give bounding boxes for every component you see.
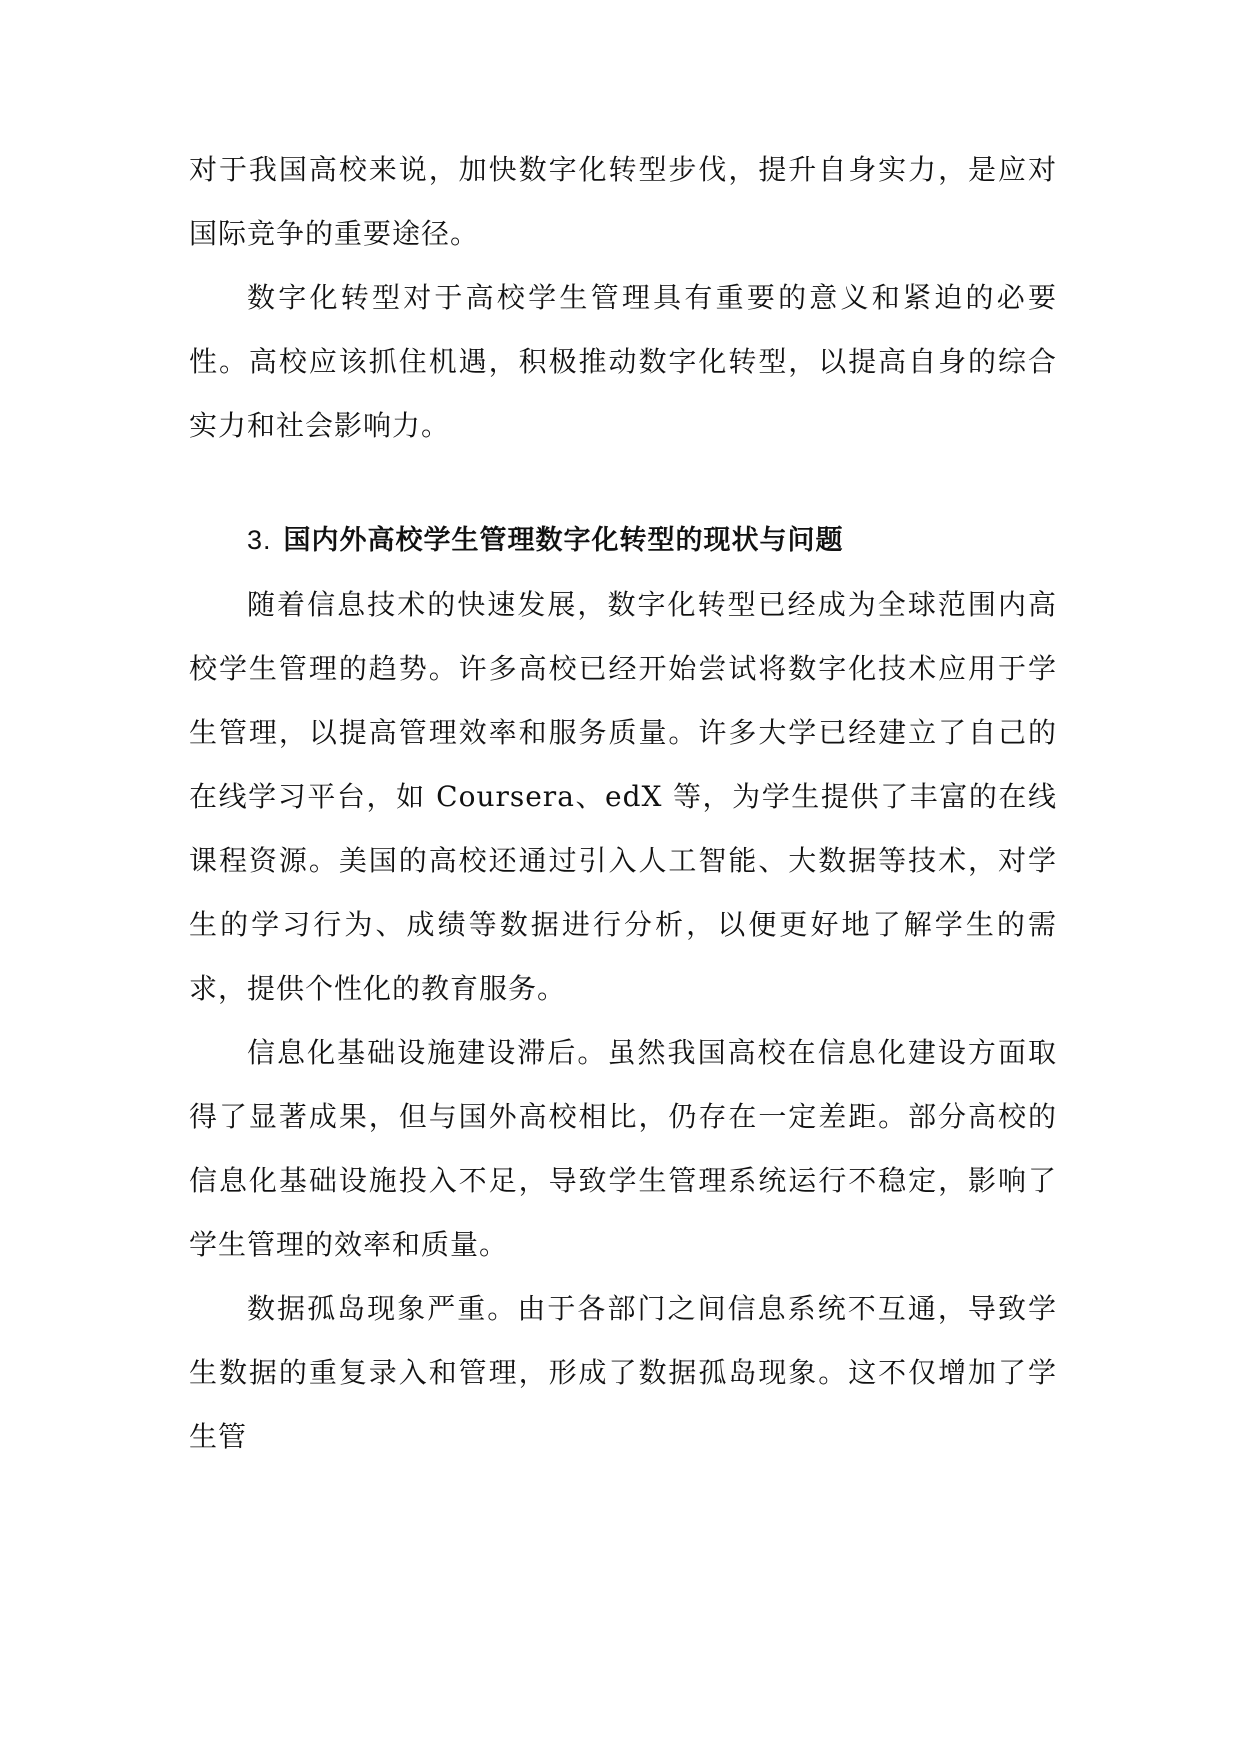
paragraph-continued: 对于我国高校来说，加快数字化转型步伐，提升自身实力，是应对国际竞争的重要途径。	[189, 153, 1057, 250]
section-heading	[189, 508, 1057, 573]
section-number: 3.	[247, 525, 272, 555]
paragraph: 数据孤岛现象严重。由于各部门之间信息系统不互通，导致学生数据的重复录入和管理，形成了数据孤岛现象。这不仅增加了学生管	[189, 1292, 1057, 1453]
document-body	[189, 138, 1057, 1469]
paragraph: 信息化基础设施建设滞后。虽然我国高校在信息化建设方面取得了显著成果，但与国外高校相比，仍存在一定差距。部分高校的信息化基础设施投入不足，导致学生管理系统运行不稳定，影响了学生管理的效率和质量。	[189, 1036, 1057, 1261]
paragraph: 随着信息技术的快速发展，数字化转型已经成为全球范围内高校学生管理的趋势。许多高校已经开始尝试将数字化技术应用于学生管理，以提高管理效率和服务质量。许多大学已经建立了自己的在线学习平台，如 Coursera、edX 等，为学生提供了丰富的在线课程资源。美国的高校还通过引入人工智能、大数据等技术，对学生的学习行为、成绩等数据进行分析，以便更好地了解学生的需求，提供个性化的教育服务。	[189, 588, 1057, 1005]
section-title: 国内外高校学生管理数字化转型的现状与问题	[283, 525, 844, 556]
paragraph: 数字化转型对于高校学生管理具有重要的意义和紧迫的必要性。高校应该抓住机遇，积极推动数字化转型，以提高自身的综合实力和社会影响力。	[189, 281, 1057, 442]
